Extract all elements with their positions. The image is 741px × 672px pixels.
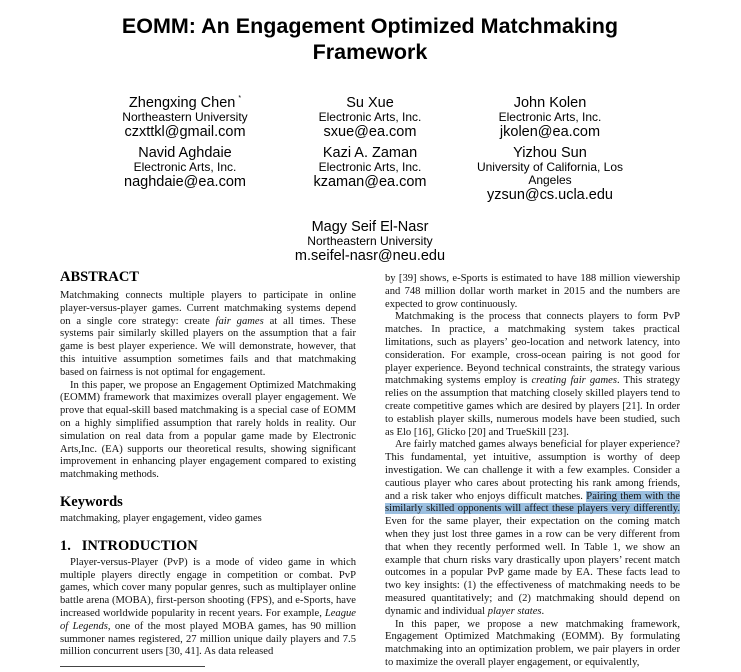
title-line-2: Framework xyxy=(312,40,428,64)
keywords-heading: Keywords xyxy=(60,493,123,510)
author-name: Kazi A. Zaman xyxy=(322,145,418,161)
author-email: yzsun@cs.ucla.edu xyxy=(487,187,613,203)
author-name: Zhengxing Chen xyxy=(128,95,236,111)
author-email: naghdaie@ea.com xyxy=(124,174,246,190)
keywords-text: matchmaking, player engagement, video games xyxy=(60,512,262,524)
abstract-paragraph: In this paper, we propose an Engagement Optimized Matchmaking (EOMM) framework that maximizes overall player engagement. We prove that equal-skill based matchmaking is a special case of EOMM on a highly simplified assumption that rarely holds in reality. Our simulation on real data from a popular game made by Electronic Arts,Inc. (EA) supports our theoretical results, showing significant improvement in enhancing player engagement compared to existing matchmaking methods. xyxy=(60,379,356,481)
author-email: jkolen@ea.com xyxy=(499,124,601,140)
author-block xyxy=(110,95,260,141)
abstract-paragraph: Matchmaking connects multiple players to participate in online player-versus-player games. Current matchmaking systems depend on a single core strategy: create fair games at all times. These systems pair similarly skilled players on the assumption that a fair game is best player experience. We will demonstrate, however, that this intuitive assumption sometimes fails and that matchmaking based on fairness is not optimal for engagement. xyxy=(60,290,356,378)
left-column xyxy=(60,268,356,659)
author-name: Yizhou Sun xyxy=(513,145,587,161)
title-line-1: EOMM: An Engagement Optimized Matchmaking xyxy=(121,14,619,38)
intro-paragraph: In this paper, we propose a new matchmaking framework, Engagement Optimized Matchmaking (EOMM). By formulating matchmaking into an optimization problem, we pair players in order to maximize the overall player engagement, or equivalently, xyxy=(385,618,680,668)
author-email: kzaman@ea.com xyxy=(313,174,427,190)
intro-paragraph: Matchmaking is the process that connects players to form PvP matches. In practice, a matchmaking system takes practical limitations, such as players’ geo-location and network latency, into consideration. For example, cross-ocean pairing is not good for player experience. Beyond technical constraints, the strategy various matchmaking systems employ is creating fair games. This strategy relies on the assumption that matching closely skilled players tend to create competitive games which are desired by players [21]. In order to establish player skills, numerous models have been studied, such as Elo [16], Glicko [20] and TrueSkill [23]. xyxy=(385,311,680,438)
author-block xyxy=(470,95,630,141)
selected-text-highlight[interactable]: Pairing them with the similarly skilled opponents will affect these players very differently. xyxy=(385,490,680,515)
author-email: sxue@ea.com xyxy=(323,124,417,140)
paper-title xyxy=(60,13,680,65)
author-block xyxy=(295,95,445,141)
footnote-rule xyxy=(60,666,205,667)
author-affiliation: Northeastern University xyxy=(307,234,433,248)
author-name: John Kolen xyxy=(513,95,587,111)
author-name: Magy Seif El-Nasr xyxy=(311,219,429,235)
author-block xyxy=(285,219,455,265)
author-affiliation: Northeastern University xyxy=(122,110,248,124)
author-affiliation: University of California, Los xyxy=(476,160,624,174)
abstract-heading: ABSTRACT xyxy=(60,269,139,285)
author-block xyxy=(465,145,635,204)
author-block xyxy=(295,145,445,191)
author-name: Navid Aghdaie xyxy=(138,145,232,161)
right-column xyxy=(385,273,680,670)
author-email: czxttkl@gmail.com xyxy=(124,124,246,140)
intro-paragraph-continued: by [39] shows, e-Sports is estimated to have 188 million viewership and 748 million dollar worth market in 2015 and the numbers are expected to grow continuously. xyxy=(385,273,680,310)
footnote-mark: * xyxy=(238,95,242,102)
author-affiliation: Electronic Arts, Inc. xyxy=(498,110,602,124)
intro-paragraph: Player-versus-Player (PvP) is a mode of video game in which multiple players directly engage in competition or combat. PvP games, which cover many popular genres, such as multiplayer online battle arena (MOBA), first-person shooting (FPS), and e-Sports, have increased worldwide popularity in recent years. For example, League of Legends, one of the most played MOBA games, has 90 million summoner names registered, 27 million unique daily players and 7.5 million concurrent users [30, 41]. As data released xyxy=(60,556,356,658)
author-name: Su Xue xyxy=(346,95,394,111)
author-email: m.seifel-nasr@neu.edu xyxy=(294,248,446,264)
author-block xyxy=(110,145,260,191)
author-affiliation: Electronic Arts, Inc. xyxy=(318,160,422,174)
introduction-heading: 1. INTRODUCTION xyxy=(60,537,198,554)
author-affiliation: Electronic Arts, Inc. xyxy=(318,110,422,124)
intro-paragraph: Are fairly matched games always beneficial for player experience? This fundamental, yet intuitive, assumption is worthy of deep investigation. We can challenge it with a few examples. Consider a cautious player who cares about protecting his rank among friends, and a risk taker who enjoys difficult matches. Pairing them with the similarly skilled opponents will affect these players very differently. Even for the same player, their expectation on the coming match when they just lost three games in a row can be very different from that when they recently performed well. In Table 1, we show an example that churn risks vary drastically upon players’ recent match outcomes in a popular PvP game made by EA. These facts lead to two key insights: (1) the effectiveness of matchmaking needs to be measured quantitatively; and (2) matchmaking should depend on dynamic and individual player states. xyxy=(385,439,680,617)
author-affiliation: Electronic Arts, Inc. xyxy=(133,160,237,174)
author-affiliation: Angeles xyxy=(528,173,572,187)
